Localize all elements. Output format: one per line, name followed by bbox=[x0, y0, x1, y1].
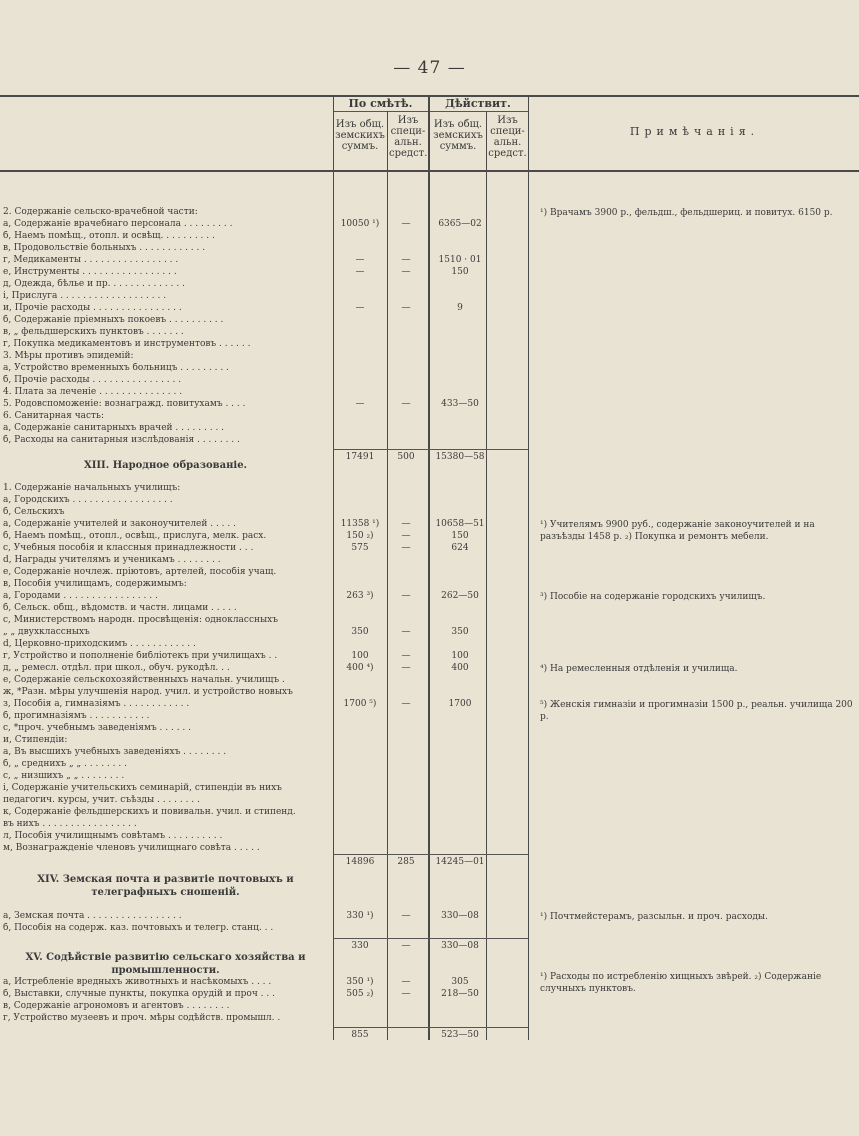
value-smeta-spec: — bbox=[401, 591, 411, 601]
row-label: а, Въ высшихъ учебныхъ заведеніяхъ . . . . . . . . bbox=[3, 747, 227, 757]
row-label: и, Прочіе расходы . . . . . . . . . . . . . . . . bbox=[3, 303, 182, 313]
row-label: к, Содержаніе фельдшерскихъ и повивальн. учил. и стипенд. bbox=[3, 807, 296, 817]
total-rule bbox=[333, 449, 528, 450]
value-smeta-zemsk: — bbox=[355, 399, 365, 409]
table-row bbox=[0, 591, 530, 602]
footnote: ³) Пособіе на содержаніе городскихъ училищъ. bbox=[540, 592, 766, 602]
value-smeta-zemsk: 17491 bbox=[345, 452, 375, 462]
table-row bbox=[0, 399, 530, 410]
row-label: с, Министерствомъ народн. просвѣщенія: одноклассныхъ bbox=[3, 615, 278, 625]
row-label: г, Устройство музеевъ и проч. мѣры содѣйств. промышл. . bbox=[3, 1013, 281, 1023]
value-smeta-zemsk: 855 bbox=[351, 1030, 369, 1040]
value-smeta-spec: — bbox=[401, 651, 411, 661]
value-smeta-zemsk: — bbox=[355, 255, 365, 265]
footnote: ⁴) На ремесленныя отдѣленія и училища. bbox=[540, 664, 738, 674]
value-deistv-zemsk: 400 bbox=[451, 663, 469, 673]
value-deistv-zemsk: 9 bbox=[457, 303, 463, 313]
row-label: с, *проч. учебнымъ заведеніямъ . . . . . . bbox=[3, 723, 191, 733]
header-zem-1: Изъ общ. земскихъ суммъ. bbox=[335, 119, 385, 152]
row-label: і, Содержаніе учительскихъ семинарій, стипендіи въ нихъ bbox=[3, 783, 282, 793]
value-deistv-zemsk: 330—08 bbox=[441, 941, 479, 951]
total-rule bbox=[333, 938, 528, 939]
table-row bbox=[0, 303, 530, 314]
row-label: м, Вознагражденіе членовъ училищнаго совѣта . . . . . bbox=[3, 843, 260, 853]
table-row bbox=[0, 267, 530, 278]
value-deistv-zemsk: 433—50 bbox=[441, 399, 479, 409]
header-spec-1: Изъ специ-альн. средст. bbox=[389, 115, 428, 159]
footnote: ¹) Учителямъ 9900 руб., содержаніе законоучителей и на разъѣзды 1458 р. ₂) Покупка и ремонтъ мебели. bbox=[540, 520, 815, 542]
value-smeta-spec: — bbox=[401, 543, 411, 553]
table-row bbox=[0, 651, 530, 662]
table-row bbox=[0, 507, 530, 518]
row-label: а, Устройство временныхъ больницъ . . . . . . . . . bbox=[3, 363, 229, 373]
table-row bbox=[0, 1013, 530, 1024]
table-row bbox=[0, 795, 530, 806]
row-label: d, Награды учителямъ и ученикамъ . . . . . . . . bbox=[3, 555, 221, 565]
row-label: и, Стипендіи: bbox=[3, 735, 68, 745]
value-smeta-zemsk: 14896 bbox=[345, 857, 375, 867]
table-row bbox=[0, 989, 530, 1000]
table-row bbox=[0, 327, 530, 338]
table-row bbox=[0, 231, 530, 242]
table-row bbox=[0, 495, 530, 506]
header-po-smete: По смѣтѣ. bbox=[348, 97, 413, 110]
value-deistv-zemsk: 14245—01 bbox=[435, 857, 485, 867]
row-label: г, Устройство и пополненіе библіотекъ при училищахъ . . bbox=[3, 651, 278, 661]
value-smeta-zemsk: 330 ¹) bbox=[346, 911, 374, 921]
table-row bbox=[0, 831, 530, 842]
row-label: в, Пособія училищамъ, содержимымъ: bbox=[3, 579, 187, 589]
value-smeta-zemsk: 575 bbox=[351, 543, 369, 553]
row-label: а, Содержаніе учителей и законоучителей . . . . . bbox=[3, 519, 236, 529]
value-smeta-spec: — bbox=[401, 531, 411, 541]
row-label: в, Содержаніе агрономовъ и агентовъ . . . . . . . . bbox=[3, 1001, 230, 1011]
value-smeta-spec: — bbox=[401, 989, 411, 999]
value-smeta-zemsk: 150 ₂) bbox=[346, 531, 374, 541]
table-row bbox=[0, 735, 530, 746]
value-deistv-zemsk: 330—08 bbox=[441, 911, 479, 921]
row-label: ж, *Разн. мѣры улучшенія народ. учил. и устройство новыхъ bbox=[3, 687, 293, 697]
value-smeta-spec: 500 bbox=[397, 452, 415, 462]
table-row bbox=[0, 315, 530, 326]
value-smeta-spec: — bbox=[401, 977, 411, 987]
table-row bbox=[0, 423, 530, 434]
table-row bbox=[0, 807, 530, 818]
value-smeta-spec: 285 bbox=[397, 857, 415, 867]
value-deistv-zemsk: 350 bbox=[451, 627, 469, 637]
table-row bbox=[0, 291, 530, 302]
table-row bbox=[0, 375, 530, 386]
value-deistv-zemsk: 100 bbox=[451, 651, 469, 661]
value-deistv-zemsk: 15380—58 bbox=[435, 452, 485, 462]
value-deistv-zemsk: 1700 bbox=[448, 699, 472, 709]
row-label: а, Земская почта . . . . . . . . . . . . . . . . . bbox=[3, 911, 182, 921]
row-label: „ „ двухклассныхъ bbox=[3, 627, 90, 637]
value-smeta-spec: — bbox=[401, 663, 411, 673]
value-deistv-zemsk: 150 bbox=[451, 531, 469, 541]
row-label: а, Городами . . . . . . . . . . . . . . . . . bbox=[3, 591, 158, 601]
row-label: б, „ среднихъ „ „ . . . . . . . . bbox=[3, 759, 127, 769]
value-deistv-zemsk: 6365—02 bbox=[438, 219, 482, 229]
row-label: 5. Родовспоможеніе: вознагражд. повитухамъ . . . . bbox=[3, 399, 246, 409]
value-smeta-zemsk: 1700 ⁵) bbox=[343, 699, 377, 709]
table-row bbox=[0, 911, 530, 922]
row-label: в, „ фельдшерскихъ пунктовъ . . . . . . . bbox=[3, 327, 184, 337]
table-row bbox=[0, 819, 530, 830]
value-smeta-zemsk: 330 bbox=[351, 941, 369, 951]
value-smeta-zemsk: 100 bbox=[351, 651, 369, 661]
table-row bbox=[0, 531, 530, 542]
row-label: в, Продовольствіе больныхъ . . . . . . . . . . . . bbox=[3, 243, 206, 253]
value-deistv-zemsk: 624 bbox=[451, 543, 469, 553]
table-row bbox=[0, 351, 530, 362]
value-smeta-spec: — bbox=[401, 699, 411, 709]
row-label: е, Инструменты . . . . . . . . . . . . . . . . . bbox=[3, 267, 177, 277]
table-row bbox=[0, 387, 530, 398]
row-label: въ нихъ . . . . . . . . . . . . . . . . . bbox=[3, 819, 137, 829]
row-label: а, Городскихъ . . . . . . . . . . . . . . . . . . bbox=[3, 495, 173, 505]
row-label: л, Пособія училищнымъ совѣтамъ . . . . . . . . . . bbox=[3, 831, 223, 841]
section-heading: XIV. Земская почта и развитіе почтовыхъ и телеграфныхъ сношеній. bbox=[37, 874, 294, 898]
footnote: ¹) Почтмейстерамъ, разсыльн. и проч. расходы. bbox=[540, 912, 768, 922]
row-label: б, Пособія на содерж. каз. почтовыхъ и телегр. станц. . . bbox=[3, 923, 274, 933]
row-label: д, Одежда, бѣлье и пр. . . . . . . . . . . . . . bbox=[3, 279, 185, 289]
row-label: 3. Мѣры противъ эпидемій: bbox=[3, 351, 134, 361]
row-label: 4. Плата за леченіе . . . . . . . . . . . . . . . bbox=[3, 387, 183, 397]
footnote: ⁵) Женскія гимназіи и прогимназіи 1500 р., реальн. училища 200 р. bbox=[540, 700, 853, 722]
table-row bbox=[0, 243, 530, 254]
value-deistv-zemsk: 305 bbox=[451, 977, 469, 987]
table-row bbox=[0, 207, 530, 218]
table-row bbox=[0, 771, 530, 782]
table-row bbox=[0, 711, 530, 722]
row-label: а, Истребленіе вредныхъ животныхъ и насѣкомыхъ . . . . bbox=[3, 977, 272, 987]
row-label: г, Покупка медикаментовъ и инструментовъ . . . . . . bbox=[3, 339, 251, 349]
row-label: а, Содержаніе санитарныхъ врачей . . . . . . . . . bbox=[3, 423, 225, 433]
footnote: ¹) Расходы по истребленію хищныхъ звѣрей. ₂) Содержаніе случныхъ пунктовъ. bbox=[540, 972, 822, 994]
table-row bbox=[0, 747, 530, 758]
row-label: е, Содержаніе ночлеж. пріютовъ, артелей, пособія учащ. bbox=[3, 567, 277, 577]
value-smeta-spec: — bbox=[401, 627, 411, 637]
row-label: б, Сельск. общ., вѣдомств. и частн. лицами . . . . . bbox=[3, 603, 237, 613]
total-rule bbox=[333, 1027, 528, 1028]
row-label: 1. Содержаніе начальныхъ училищъ: bbox=[3, 483, 181, 493]
value-smeta-zemsk: 263 ³) bbox=[346, 591, 374, 601]
value-smeta-spec: — bbox=[401, 303, 411, 313]
value-smeta-zemsk: 400 ⁴) bbox=[346, 663, 374, 673]
row-label: с, „ низшихъ „ „ . . . . . . . . bbox=[3, 771, 125, 781]
table-row bbox=[0, 923, 530, 934]
value-deistv-zemsk: 523—50 bbox=[441, 1030, 479, 1040]
value-deistv-zemsk: 1510 · 01 bbox=[438, 255, 482, 265]
row-label: а, Содержаніе врачебнаго персонала . . . . . . . . . bbox=[3, 219, 233, 229]
row-label: б, Прочіе расходы . . . . . . . . . . . . . . . . bbox=[3, 375, 182, 385]
row-label: с, Учебныя пособія и классныя принадлежности . . . bbox=[3, 543, 254, 553]
row-label: педагогич. курсы, учит. съѣзды . . . . . . . . bbox=[3, 795, 200, 805]
table-row bbox=[0, 759, 530, 770]
row-label: е, Содержаніе сельскохозяйственныхъ начальн. училищъ . bbox=[3, 675, 285, 685]
row-label: б, Выставки, случные пункты, покупка орудій и проч . . . bbox=[3, 989, 275, 999]
table-row bbox=[0, 219, 530, 230]
header-deistvit: Дѣйствит. bbox=[445, 97, 511, 110]
row-label: б, Содержаніе пріемныхъ покоевъ . . . . . . . . . . bbox=[3, 315, 224, 325]
value-smeta-zemsk: 10050 ¹) bbox=[340, 219, 380, 229]
table-row bbox=[0, 675, 530, 686]
row-label: г, Медикаменты . . . . . . . . . . . . . . . . . bbox=[3, 255, 179, 265]
row-label: б, Расходы на санитарныя изслѣдованія . . . . . . . . bbox=[3, 435, 240, 445]
row-label: 6. Санитарная часть: bbox=[3, 411, 104, 421]
value-smeta-spec: — bbox=[401, 399, 411, 409]
row-label: 2. Содержаніе сельско-врачебной части: bbox=[3, 207, 198, 217]
table-row bbox=[0, 279, 530, 290]
table-row bbox=[0, 663, 530, 674]
table-row bbox=[0, 435, 530, 446]
row-label: б, Сельскихъ bbox=[3, 507, 65, 517]
header-sub-rule bbox=[333, 111, 528, 112]
table-row bbox=[0, 579, 530, 590]
table-row bbox=[0, 857, 530, 868]
header-zem-2: Изъ общ. земскихъ суммъ. bbox=[433, 119, 483, 152]
value-smeta-zemsk: 11358 ¹) bbox=[340, 519, 380, 529]
value-smeta-spec: — bbox=[401, 267, 411, 277]
value-smeta-zemsk: — bbox=[355, 267, 365, 277]
value-smeta-zemsk: 505 ₂) bbox=[346, 989, 374, 999]
table-row bbox=[0, 555, 530, 566]
header-primechania: Примѣчанія. bbox=[629, 125, 760, 138]
table-row bbox=[0, 843, 530, 854]
table-row bbox=[0, 977, 530, 988]
row-label: б, Наемъ помѣщ., отопл. и освѣщ. . . . . . . . . . bbox=[3, 231, 215, 241]
table-row bbox=[0, 603, 530, 614]
row-label: б, Наемъ помѣщ., отопл., освѣщ., прислуга, мелк. расх. bbox=[3, 531, 267, 541]
table-row bbox=[0, 699, 530, 710]
row-label: д, „ ремесл. отдѣл. при школ., обуч. рукодѣл. . . bbox=[3, 663, 230, 673]
table-row bbox=[0, 687, 530, 698]
value-smeta-zemsk: 350 ¹) bbox=[346, 977, 374, 987]
table-row bbox=[0, 411, 530, 422]
table-row bbox=[0, 615, 530, 626]
row-label: б, прогимназіямъ . . . . . . . . . . . bbox=[3, 711, 150, 721]
value-smeta-spec: — bbox=[401, 519, 411, 529]
row-label: з, Пособія а, гимназіямъ . . . . . . . . . . . . bbox=[3, 699, 190, 709]
table-row bbox=[0, 519, 530, 530]
table-row bbox=[0, 1001, 530, 1012]
table-row bbox=[0, 255, 530, 266]
table-row bbox=[0, 567, 530, 578]
table-row bbox=[0, 1030, 530, 1041]
value-deistv-zemsk: 10658—51 bbox=[435, 519, 485, 529]
value-deistv-zemsk: 150 bbox=[451, 267, 469, 277]
value-deistv-zemsk: 218—50 bbox=[441, 989, 479, 999]
footnote: ¹) Врачамъ 3900 р., фельдш., фельдшериц. и повитух. 6150 р. bbox=[540, 208, 833, 218]
table-row bbox=[0, 363, 530, 374]
table-row bbox=[0, 543, 530, 554]
table-row bbox=[0, 723, 530, 734]
row-label: d, Церковно-приходскимъ . . . . . . . . . . . . bbox=[3, 639, 196, 649]
section-heading: XIII. Народное образованіе. bbox=[83, 460, 248, 471]
table-row bbox=[0, 483, 530, 494]
table-row bbox=[0, 339, 530, 350]
value-deistv-zemsk: 262—50 bbox=[441, 591, 479, 601]
value-smeta-spec: — bbox=[401, 255, 411, 265]
total-rule bbox=[333, 854, 528, 855]
table-row bbox=[0, 783, 530, 794]
value-smeta-zemsk: 350 bbox=[351, 627, 369, 637]
table-row bbox=[0, 639, 530, 650]
value-smeta-zemsk: — bbox=[355, 303, 365, 313]
section-heading: XV. Содѣйствіе развитію сельскаго хозяйства и промышленности. bbox=[25, 952, 306, 976]
value-smeta-spec: — bbox=[401, 941, 411, 951]
table-row bbox=[0, 627, 530, 638]
value-smeta-spec: — bbox=[401, 911, 411, 921]
value-smeta-spec: — bbox=[401, 219, 411, 229]
row-label: і, Прислуга . . . . . . . . . . . . . . . . . . . bbox=[3, 291, 167, 301]
page-number: — 47 — bbox=[393, 58, 466, 78]
header-spec-2: Изъ специ-альн. средст. bbox=[488, 115, 527, 159]
